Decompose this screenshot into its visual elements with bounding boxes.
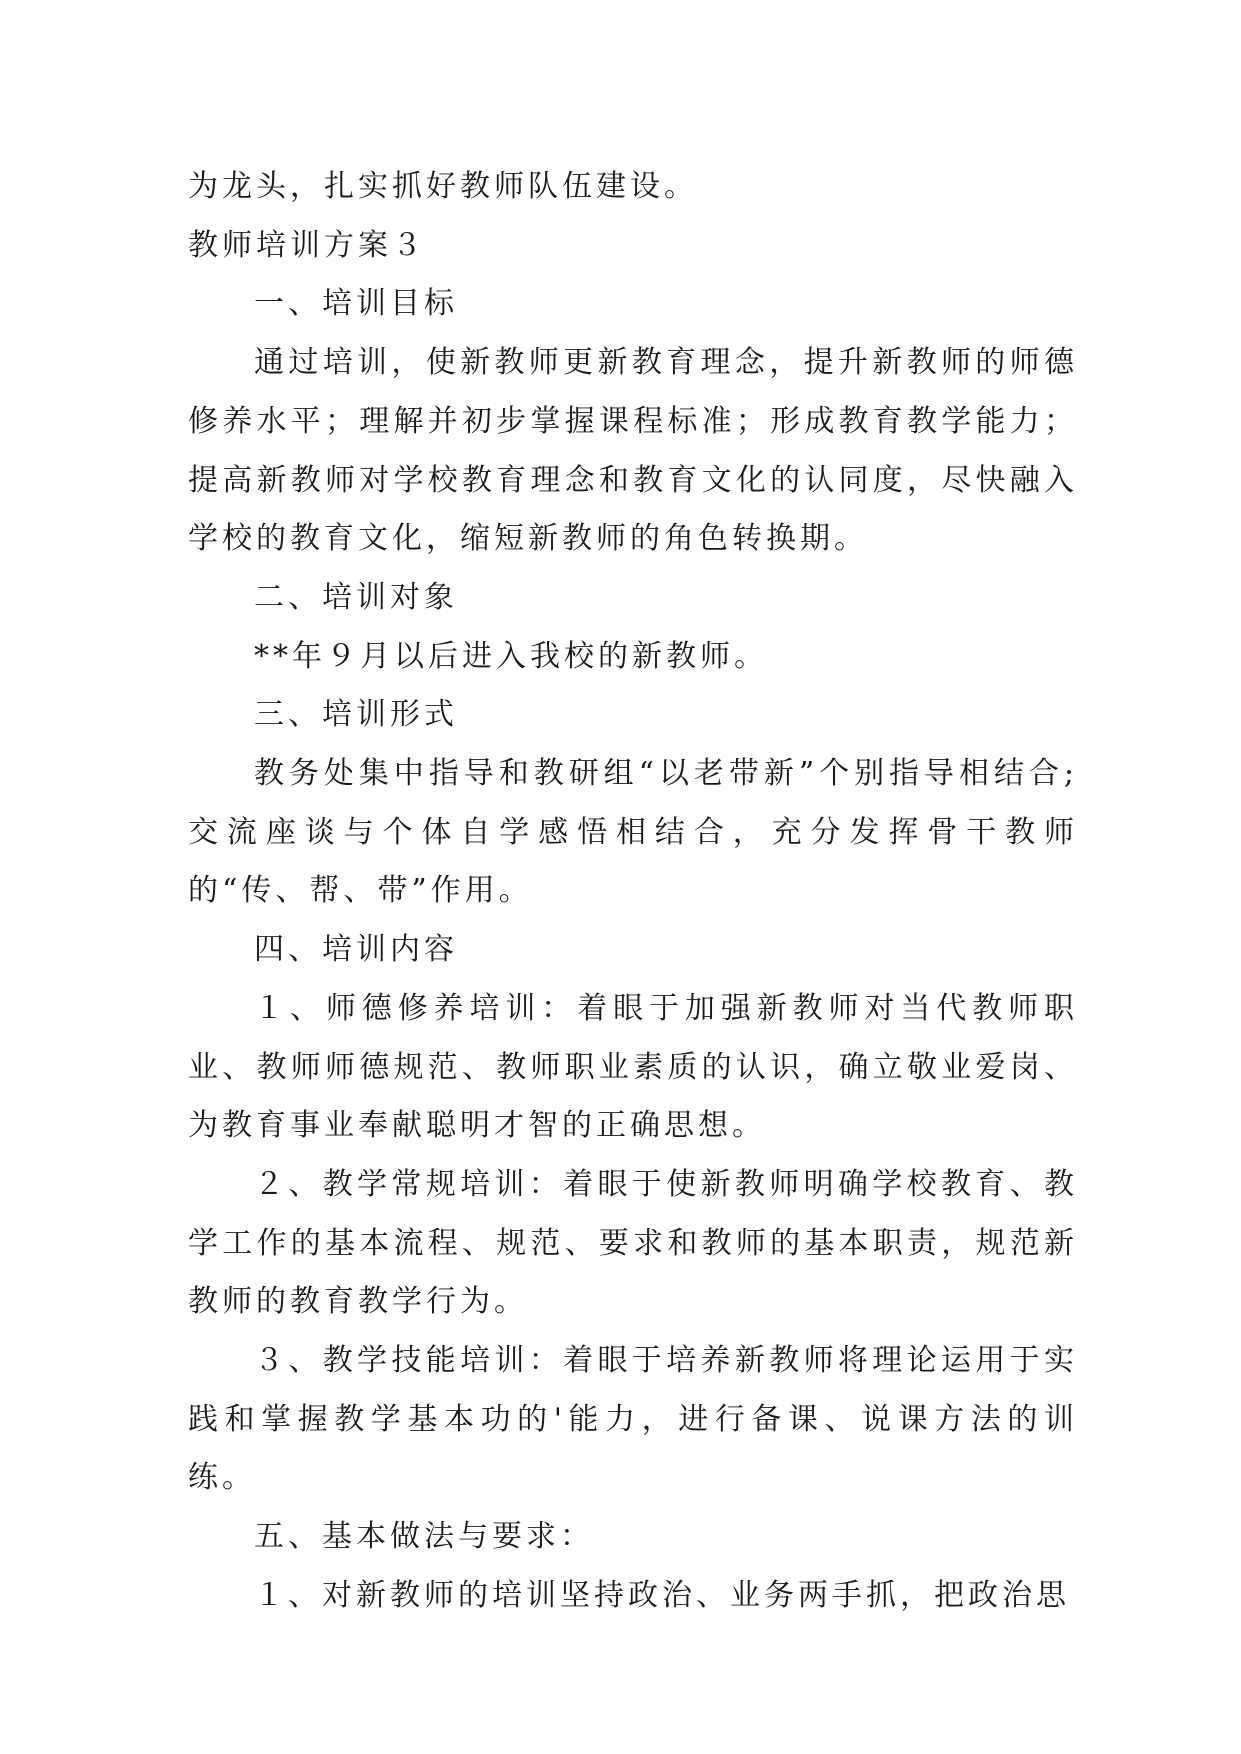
paragraph-training-goals: 通过培训，使新教师更新教育理念，提升新教师的师德修养水平；理解并初步掌握课程标准；形成教育教学能力；提高新教师对学校教育理念和教育文化的认同度，尽快融入学校的教育文化，缩短新教师的角色转换期。	[188, 345, 1078, 557]
heading-training-goals: 一、培训目标	[254, 286, 458, 322]
heading-training-content: 四、培训内容	[254, 932, 458, 968]
document-body	[188, 158, 1078, 1626]
document-section-title: 教师培训方案３	[188, 227, 426, 263]
paragraph-content-item-1: １、师德修养培训：着眼于加强新教师对当代教师职业、教师师德规范、教师职业素质的认识，确立敬业爱岗、为教育事业奉献聪明才智的正确思想。	[188, 990, 1078, 1144]
paragraph-training-format: 教务处集中指导和教研组“以老带新”个别指导相结合;交流座谈与个体自学感悟相结合，充分发挥骨干教师的“传、帮、带”作用。	[188, 756, 1078, 909]
heading-methods-requirements: 五、基本做法与要求：	[254, 1519, 594, 1555]
heading-training-format: 三、培训形式	[254, 697, 458, 733]
paragraph-continuation: 为龙头，扎实抓好教师队伍建设。	[188, 169, 698, 204]
paragraph-methods-item-1: １、对新教师的培训坚持政治、业务两手抓，把政治思	[254, 1577, 1070, 1613]
paragraph-content-item-2: ２、教学常规培训：着眼于使新教师明确学校教育、教学工作的基本流程、规范、要求和教师的基本职责，规范新教师的教育教学行为。	[188, 1166, 1078, 1320]
paragraph-content-item-3: ３、教学技能培训：着眼于培养新教师将理论运用于实践和掌握教学基本功的'能力，进行备课、说课方法的训练。	[188, 1343, 1078, 1496]
paragraph-training-targets: **年９月以后进入我校的新教师。	[254, 638, 768, 674]
heading-training-targets: 二、培训对象	[254, 579, 458, 615]
